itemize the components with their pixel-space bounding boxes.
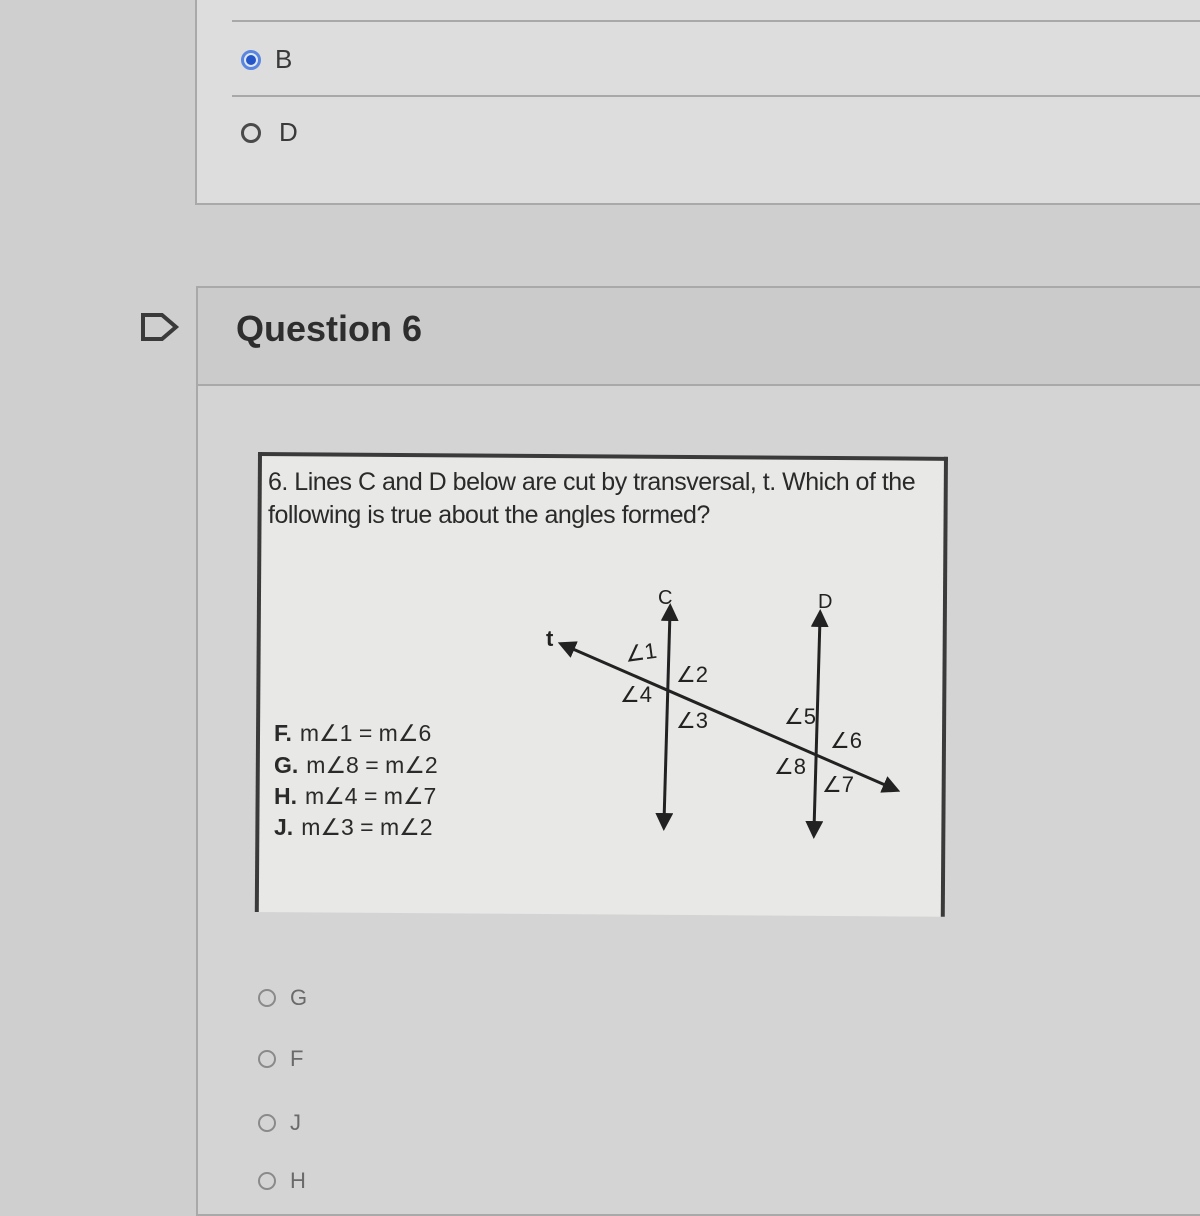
- transversal-label: t: [546, 626, 554, 651]
- divider: [232, 95, 1200, 97]
- choice-key: J.: [274, 814, 294, 840]
- choice-text: m∠4 = m∠7: [305, 783, 437, 809]
- answer-label: H: [290, 1168, 306, 1193]
- angle-2-label: ∠2: [676, 662, 708, 687]
- option-label: D: [279, 117, 298, 147]
- radio-selected-icon[interactable]: [241, 50, 261, 70]
- choice-g: [274, 752, 438, 779]
- choice-text: m∠1 = m∠6: [299, 720, 432, 746]
- line-c: [664, 612, 670, 822]
- answer-option-g[interactable]: [258, 985, 307, 1011]
- answer-label: F: [290, 1046, 304, 1071]
- radio-icon[interactable]: [258, 1172, 276, 1190]
- radio-icon[interactable]: [258, 989, 276, 1007]
- divider: [232, 20, 1200, 22]
- angle-1-label: ∠1: [623, 637, 659, 667]
- choice-key: F.: [274, 720, 292, 746]
- angle-7-label: ∠7: [822, 772, 854, 797]
- line-c-label: C: [658, 587, 673, 609]
- choice-text: m∠3 = m∠2: [301, 814, 433, 840]
- transversal-t: [566, 646, 892, 788]
- question-title: Question 6: [236, 308, 423, 349]
- angle-6-label: ∠6: [830, 728, 862, 753]
- angle-5-label: ∠5: [784, 704, 816, 729]
- angle-8-label: ∠8: [774, 754, 806, 779]
- choice-key: H.: [274, 783, 297, 809]
- flag-icon[interactable]: [140, 312, 180, 342]
- question-prompt: 6. Lines C and D below are cut by transversal, t. Which of the following is true about the angles formed?: [268, 468, 916, 529]
- radio-icon[interactable]: [258, 1114, 276, 1132]
- parallel-lines-diagram: [520, 560, 920, 840]
- option-d[interactable]: [241, 117, 298, 148]
- answer-option-f[interactable]: [258, 1046, 303, 1072]
- angle-4-label: ∠4: [620, 682, 652, 707]
- angle-3-label: ∠3: [676, 708, 708, 733]
- line-d-label: D: [818, 591, 833, 613]
- choice-f: [274, 720, 431, 747]
- previous-question-card: [195, 0, 1200, 205]
- choice-j: [274, 814, 433, 841]
- answer-option-h[interactable]: [258, 1168, 306, 1194]
- answer-label: G: [290, 985, 308, 1010]
- answer-label: J: [290, 1110, 301, 1135]
- choice-text: m∠8 = m∠2: [306, 752, 438, 778]
- option-label: B: [275, 44, 293, 74]
- option-b[interactable]: [241, 44, 292, 75]
- radio-icon[interactable]: [258, 1050, 276, 1068]
- choice-key: G.: [274, 752, 299, 778]
- radio-icon[interactable]: [241, 123, 261, 143]
- answer-option-j[interactable]: [258, 1110, 301, 1136]
- choice-h: [274, 783, 436, 810]
